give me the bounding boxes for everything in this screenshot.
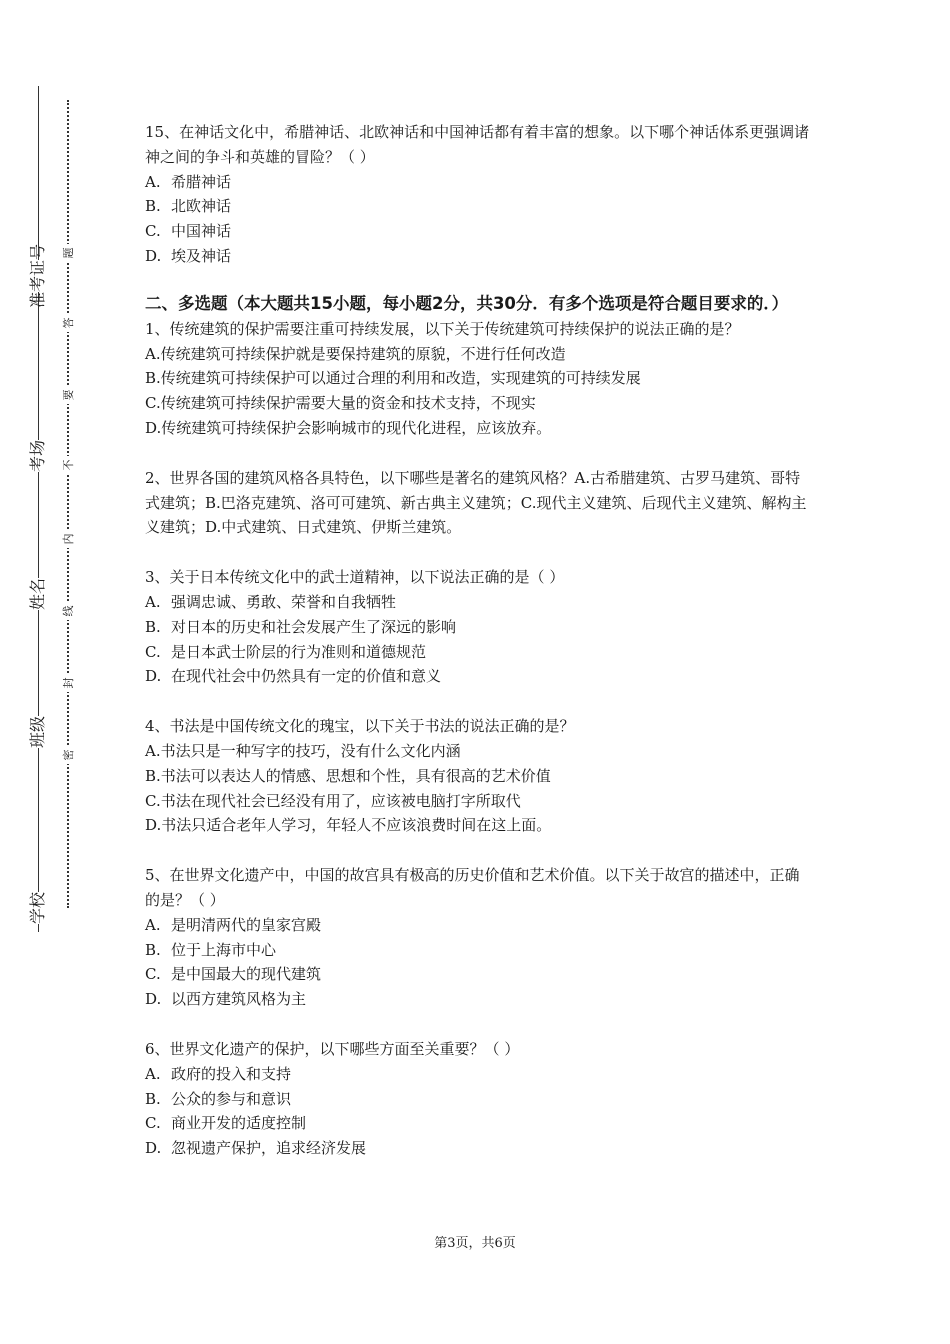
binding-margin bbox=[0, 0, 90, 1344]
option-a: A. 是明清两代的皇家宫殿 bbox=[145, 915, 322, 934]
page-footer: 第3页，共6页 bbox=[434, 1236, 516, 1251]
seal-char: 不 bbox=[59, 456, 77, 474]
option-b: B.书法可以表达人的情感、思想和个性，具有很高的艺术价值 bbox=[145, 766, 551, 785]
option-b: B. 对日本的历史和社会发展产生了深远的影响 bbox=[145, 617, 457, 636]
question-stem: 1、传统建筑的保护需要注重可持续发展，以下关于传统建筑可持续保护的说法正确的是？ bbox=[145, 319, 740, 338]
section-heading: 二、多选题（本大题共15小题，每小题2分，共30分．有多个选项是符合题目要求的．） bbox=[145, 293, 789, 313]
seal-char: 题 bbox=[59, 244, 77, 262]
question-stem: 3、关于日本传统文化中的武士道精神，以下说法正确的是（ ） bbox=[145, 568, 565, 587]
multi-question-6 bbox=[145, 1037, 810, 1161]
option-c: C. 商业开发的适度控制 bbox=[145, 1114, 307, 1133]
question-stem: 6、世界文化遗产的保护，以下哪些方面至关重要？（ ） bbox=[145, 1039, 520, 1058]
question-15 bbox=[145, 120, 810, 269]
option-b: B. 公众的参与和意识 bbox=[145, 1089, 292, 1108]
binding-solid-line bbox=[38, 86, 39, 932]
field-exam-id-label: 准考证号 bbox=[18, 260, 58, 292]
option-b: B. 位于上海市中心 bbox=[145, 940, 277, 959]
option-c: C.传统建筑可持续保护需要大量的资金和技术支持，不现实 bbox=[145, 394, 536, 413]
seal-char: 密 bbox=[59, 746, 77, 764]
seal-char: 线 bbox=[59, 602, 77, 620]
option-a: A.书法只是一种写字的技巧，没有什么文化内涵 bbox=[145, 741, 461, 760]
question-stem: 5、在世界文化遗产中，中国的故宫具有极高的历史价值和艺术价值。以下关于故宫的描述中，正确的是？（ ） bbox=[145, 866, 800, 909]
option-a: A.传统建筑可持续保护就是要保持建筑的原貌，不进行任何改造 bbox=[145, 344, 566, 363]
multi-question-3 bbox=[145, 565, 810, 689]
multi-question-4 bbox=[145, 714, 810, 838]
seal-char: 内 bbox=[59, 530, 77, 548]
option-a: A. 希腊神话 bbox=[145, 172, 232, 191]
option-b: B.传统建筑可持续保护可以通过合理的利用和改造，实现建筑的可持续发展 bbox=[145, 369, 641, 388]
field-name-label: 姓名 bbox=[18, 578, 58, 610]
binding-dotted-line bbox=[67, 100, 69, 908]
multi-question-2 bbox=[145, 466, 810, 540]
option-a: A. 强调忠诚、勇敢、荣誉和自我牺牲 bbox=[145, 592, 397, 611]
option-c: C.书法在现代社会已经没有用了，应该被电脑打字所取代 bbox=[145, 791, 521, 810]
field-exam-room-label: 考场 bbox=[18, 440, 58, 472]
option-c: C. 中国神话 bbox=[145, 222, 232, 241]
option-c: C. 是日本武士阶层的行为准则和道德规范 bbox=[145, 642, 427, 661]
question-stem: 4、书法是中国传统文化的瑰宝，以下关于书法的说法正确的是？ bbox=[145, 717, 575, 736]
multi-question-5 bbox=[145, 863, 810, 1012]
seal-char: 答 bbox=[59, 314, 77, 332]
option-d: D. 在现代社会中仍然具有一定的价值和意义 bbox=[145, 667, 442, 686]
option-b: B. 北欧神话 bbox=[145, 197, 232, 216]
option-d: D. 忽视遗产保护，追求经济发展 bbox=[145, 1139, 367, 1158]
field-class-label: 班级 bbox=[18, 716, 58, 748]
field-school-label: 学校 bbox=[18, 892, 58, 924]
option-d: D.书法只适合老年人学习，年轻人不应该浪费时间在这上面。 bbox=[145, 816, 552, 835]
option-d: D. 以西方建筑风格为主 bbox=[145, 990, 307, 1009]
option-d: D. 埃及神话 bbox=[145, 246, 232, 265]
question-stem: 2、世界各国的建筑风格各具特色，以下哪些是著名的建筑风格？A.古希腊建筑、古罗马建筑、哥特式建筑；B.巴洛克建筑、洛可可建筑、新古典主义建筑；C.现代主义建筑、后现代主义建筑、解构主义建筑；D.中式建筑、日式建筑、伊斯兰建筑。 bbox=[145, 468, 807, 537]
option-c: C. 是中国最大的现代建筑 bbox=[145, 965, 322, 984]
multi-question-1 bbox=[145, 317, 810, 441]
question-stem: 15、在神话文化中，希腊神话、北欧神话和中国神话都有着丰富的想象。以下哪个神话体系更强调诸神之间的争斗和英雄的冒险？（ ） bbox=[145, 123, 810, 166]
option-a: A. 政府的投入和支持 bbox=[145, 1064, 292, 1083]
exam-content bbox=[145, 120, 810, 1161]
seal-char: 要 bbox=[59, 386, 77, 404]
seal-char: 封 bbox=[59, 674, 77, 692]
option-d: D.传统建筑可持续保护会影响城市的现代化进程，应该放弃。 bbox=[145, 418, 552, 437]
